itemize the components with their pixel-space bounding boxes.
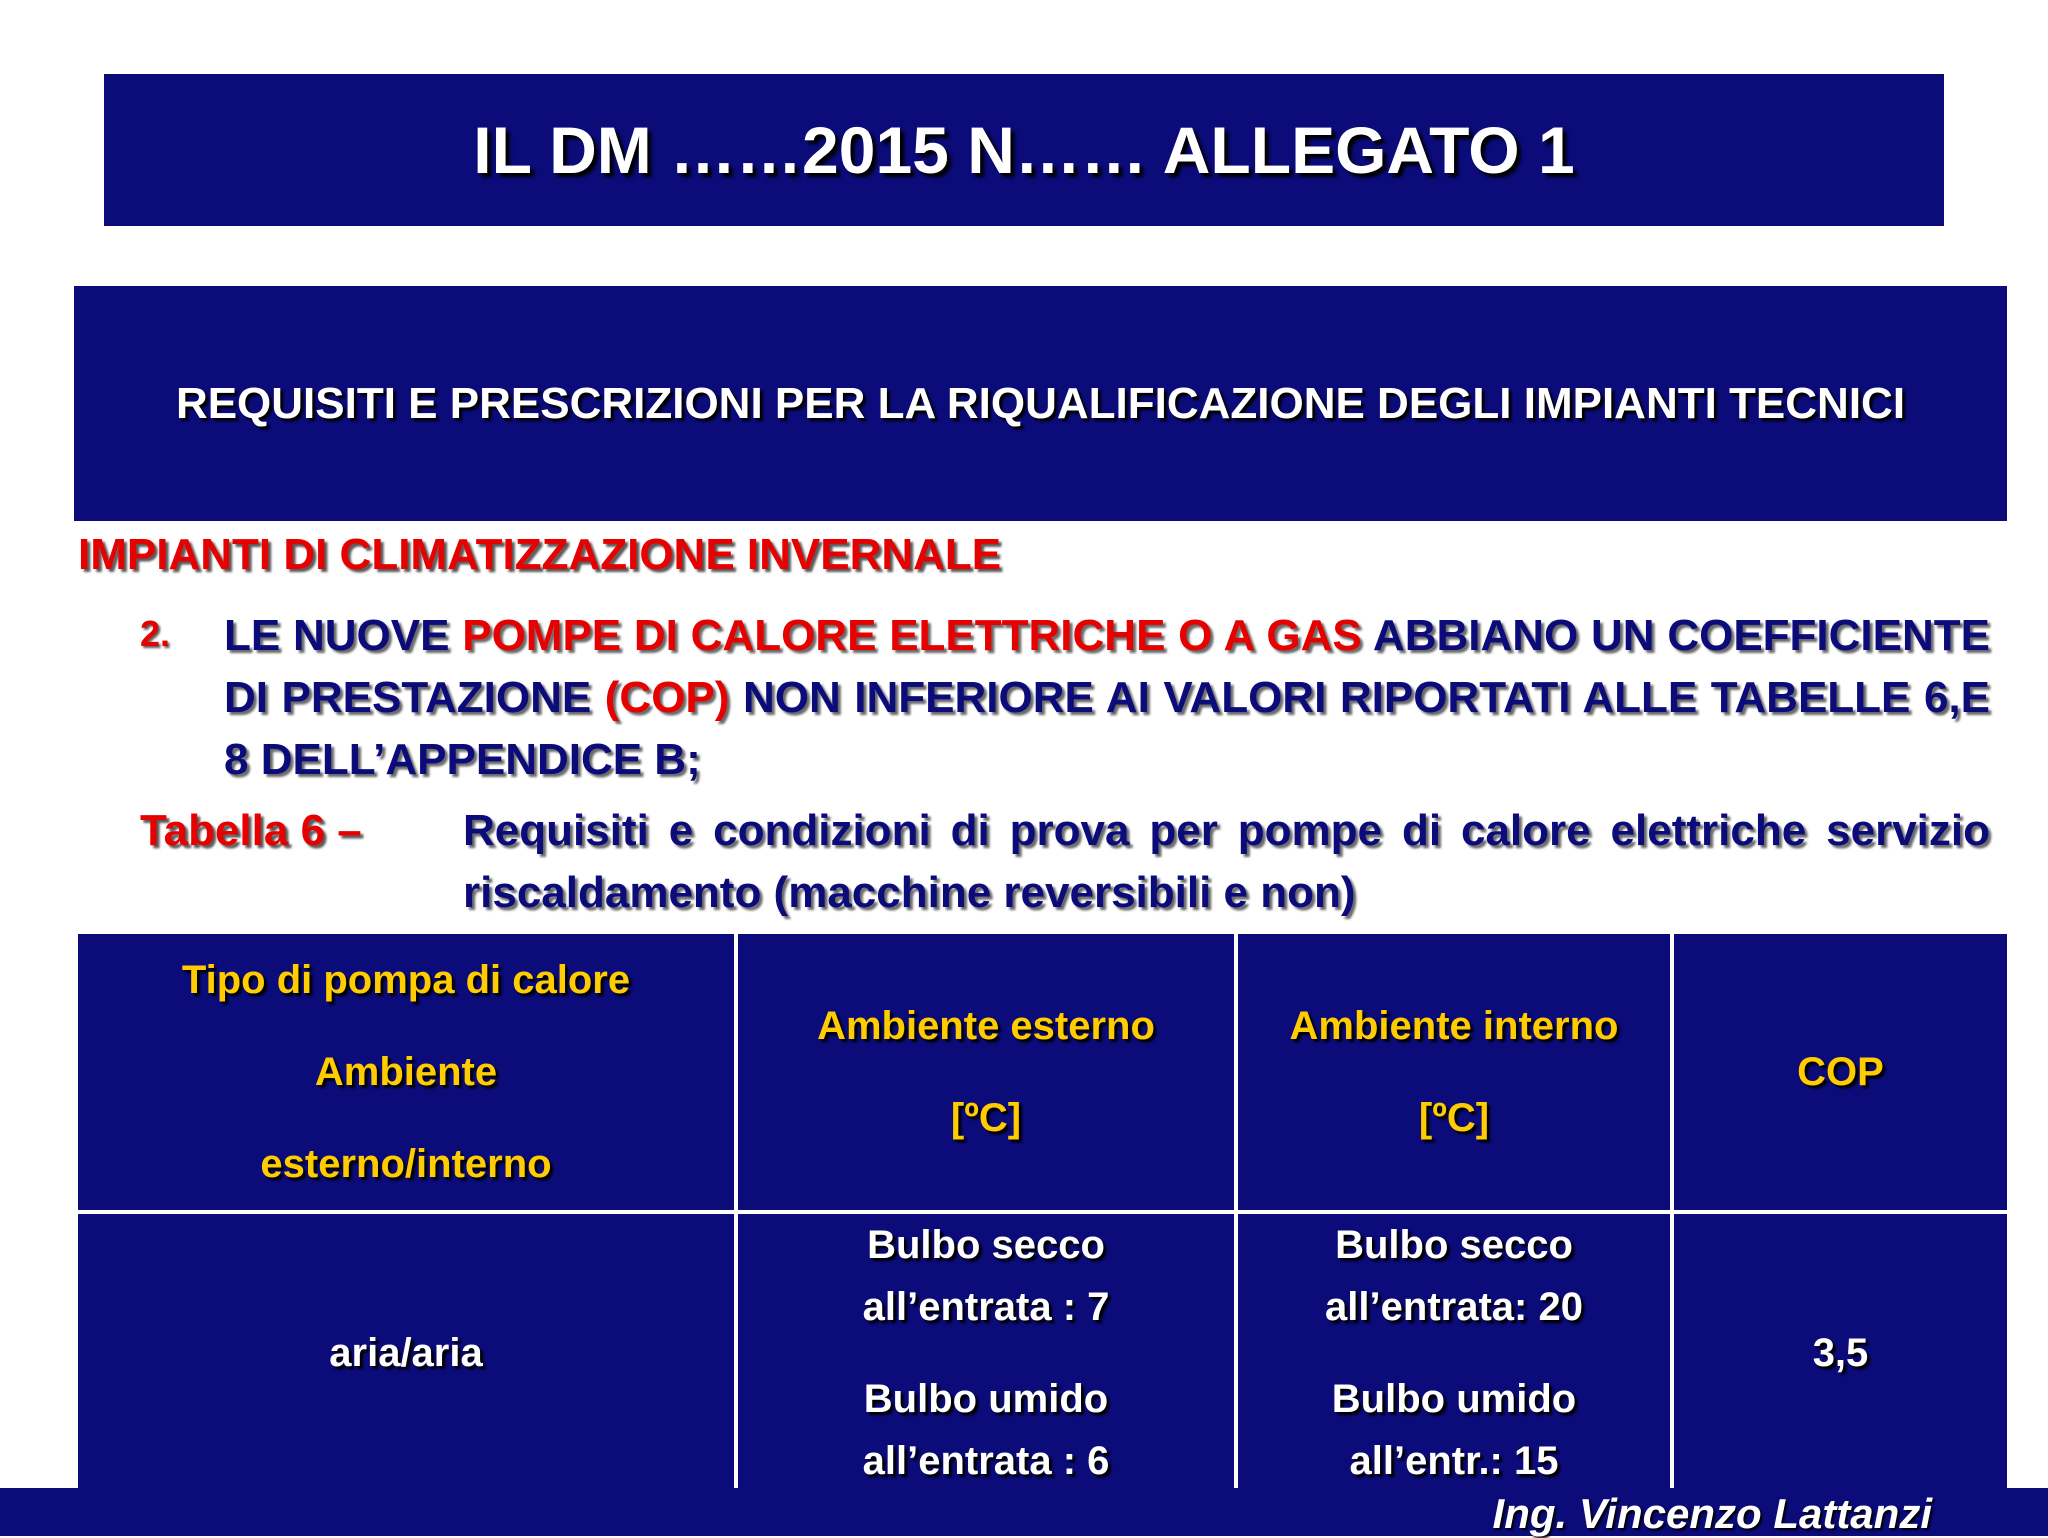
- section-heading: IMPIANTI DI CLIMATIZZAZIONE INVERNALE: [78, 530, 1002, 579]
- subtitle-bar: [74, 286, 2007, 521]
- item-text-part5: NON INFERIORE AI VALORI RIPORTATI ALLE TABELLE 6,E 8 DELL’APPENDICE B;: [224, 673, 1990, 784]
- cell-cop: 3,5: [1672, 1212, 2009, 1494]
- requirements-table: [74, 930, 2011, 1496]
- title-bar: [104, 74, 1944, 226]
- table-row: [76, 1212, 2009, 1494]
- slide-subtitle: REQUISITI E PRESCRIZIONI PER LA RIQUALIFICAZIONE DEGLI IMPIANTI TECNICI: [175, 378, 1906, 428]
- cell-esterno: Bulbo secco all’entrata : 7 Bulbo umido all’entrata : 6: [736, 1212, 1236, 1494]
- header-cell-interno: Ambiente interno [ºC]: [1236, 932, 1672, 1212]
- header-cell-esterno: Ambiente esterno [ºC]: [736, 932, 1236, 1212]
- item-text-part3: ABBIANO UN COEFFICIENTE DI PRESTAZIONE: [224, 611, 1990, 722]
- footer-author: Ing. Vincenzo Lattanzi: [1492, 1490, 1932, 1537]
- cell-type: aria/aria: [76, 1212, 736, 1494]
- list-item-number: 2.: [140, 613, 171, 654]
- item-text-highlight-cop: (COP): [604, 673, 730, 722]
- header-cell-cop: COP: [1672, 932, 2009, 1212]
- item-text-highlight-pumps: POMPE DI CALORE ELETTRICHE O A GAS: [462, 611, 1362, 660]
- list-item-text: [224, 605, 1990, 791]
- table-caption-text: Requisiti e condizioni di prova per pompe di calore elettriche servizio riscaldamento (macchine reversibili e non): [463, 806, 1990, 917]
- slide-title: IL DM ……2015 N…… ALLEGATO 1: [473, 113, 1575, 187]
- cell-interno: Bulbo secco all’entrata: 20 Bulbo umido all’entr.: 15: [1236, 1212, 1672, 1494]
- table-caption-label: Tabella 6 –: [140, 806, 362, 855]
- header-cell-type: Tipo di pompa di calore Ambiente esterno/interno: [76, 932, 736, 1212]
- table-header-row: [76, 932, 2009, 1212]
- item-text-part1: LE NUOVE: [224, 611, 463, 660]
